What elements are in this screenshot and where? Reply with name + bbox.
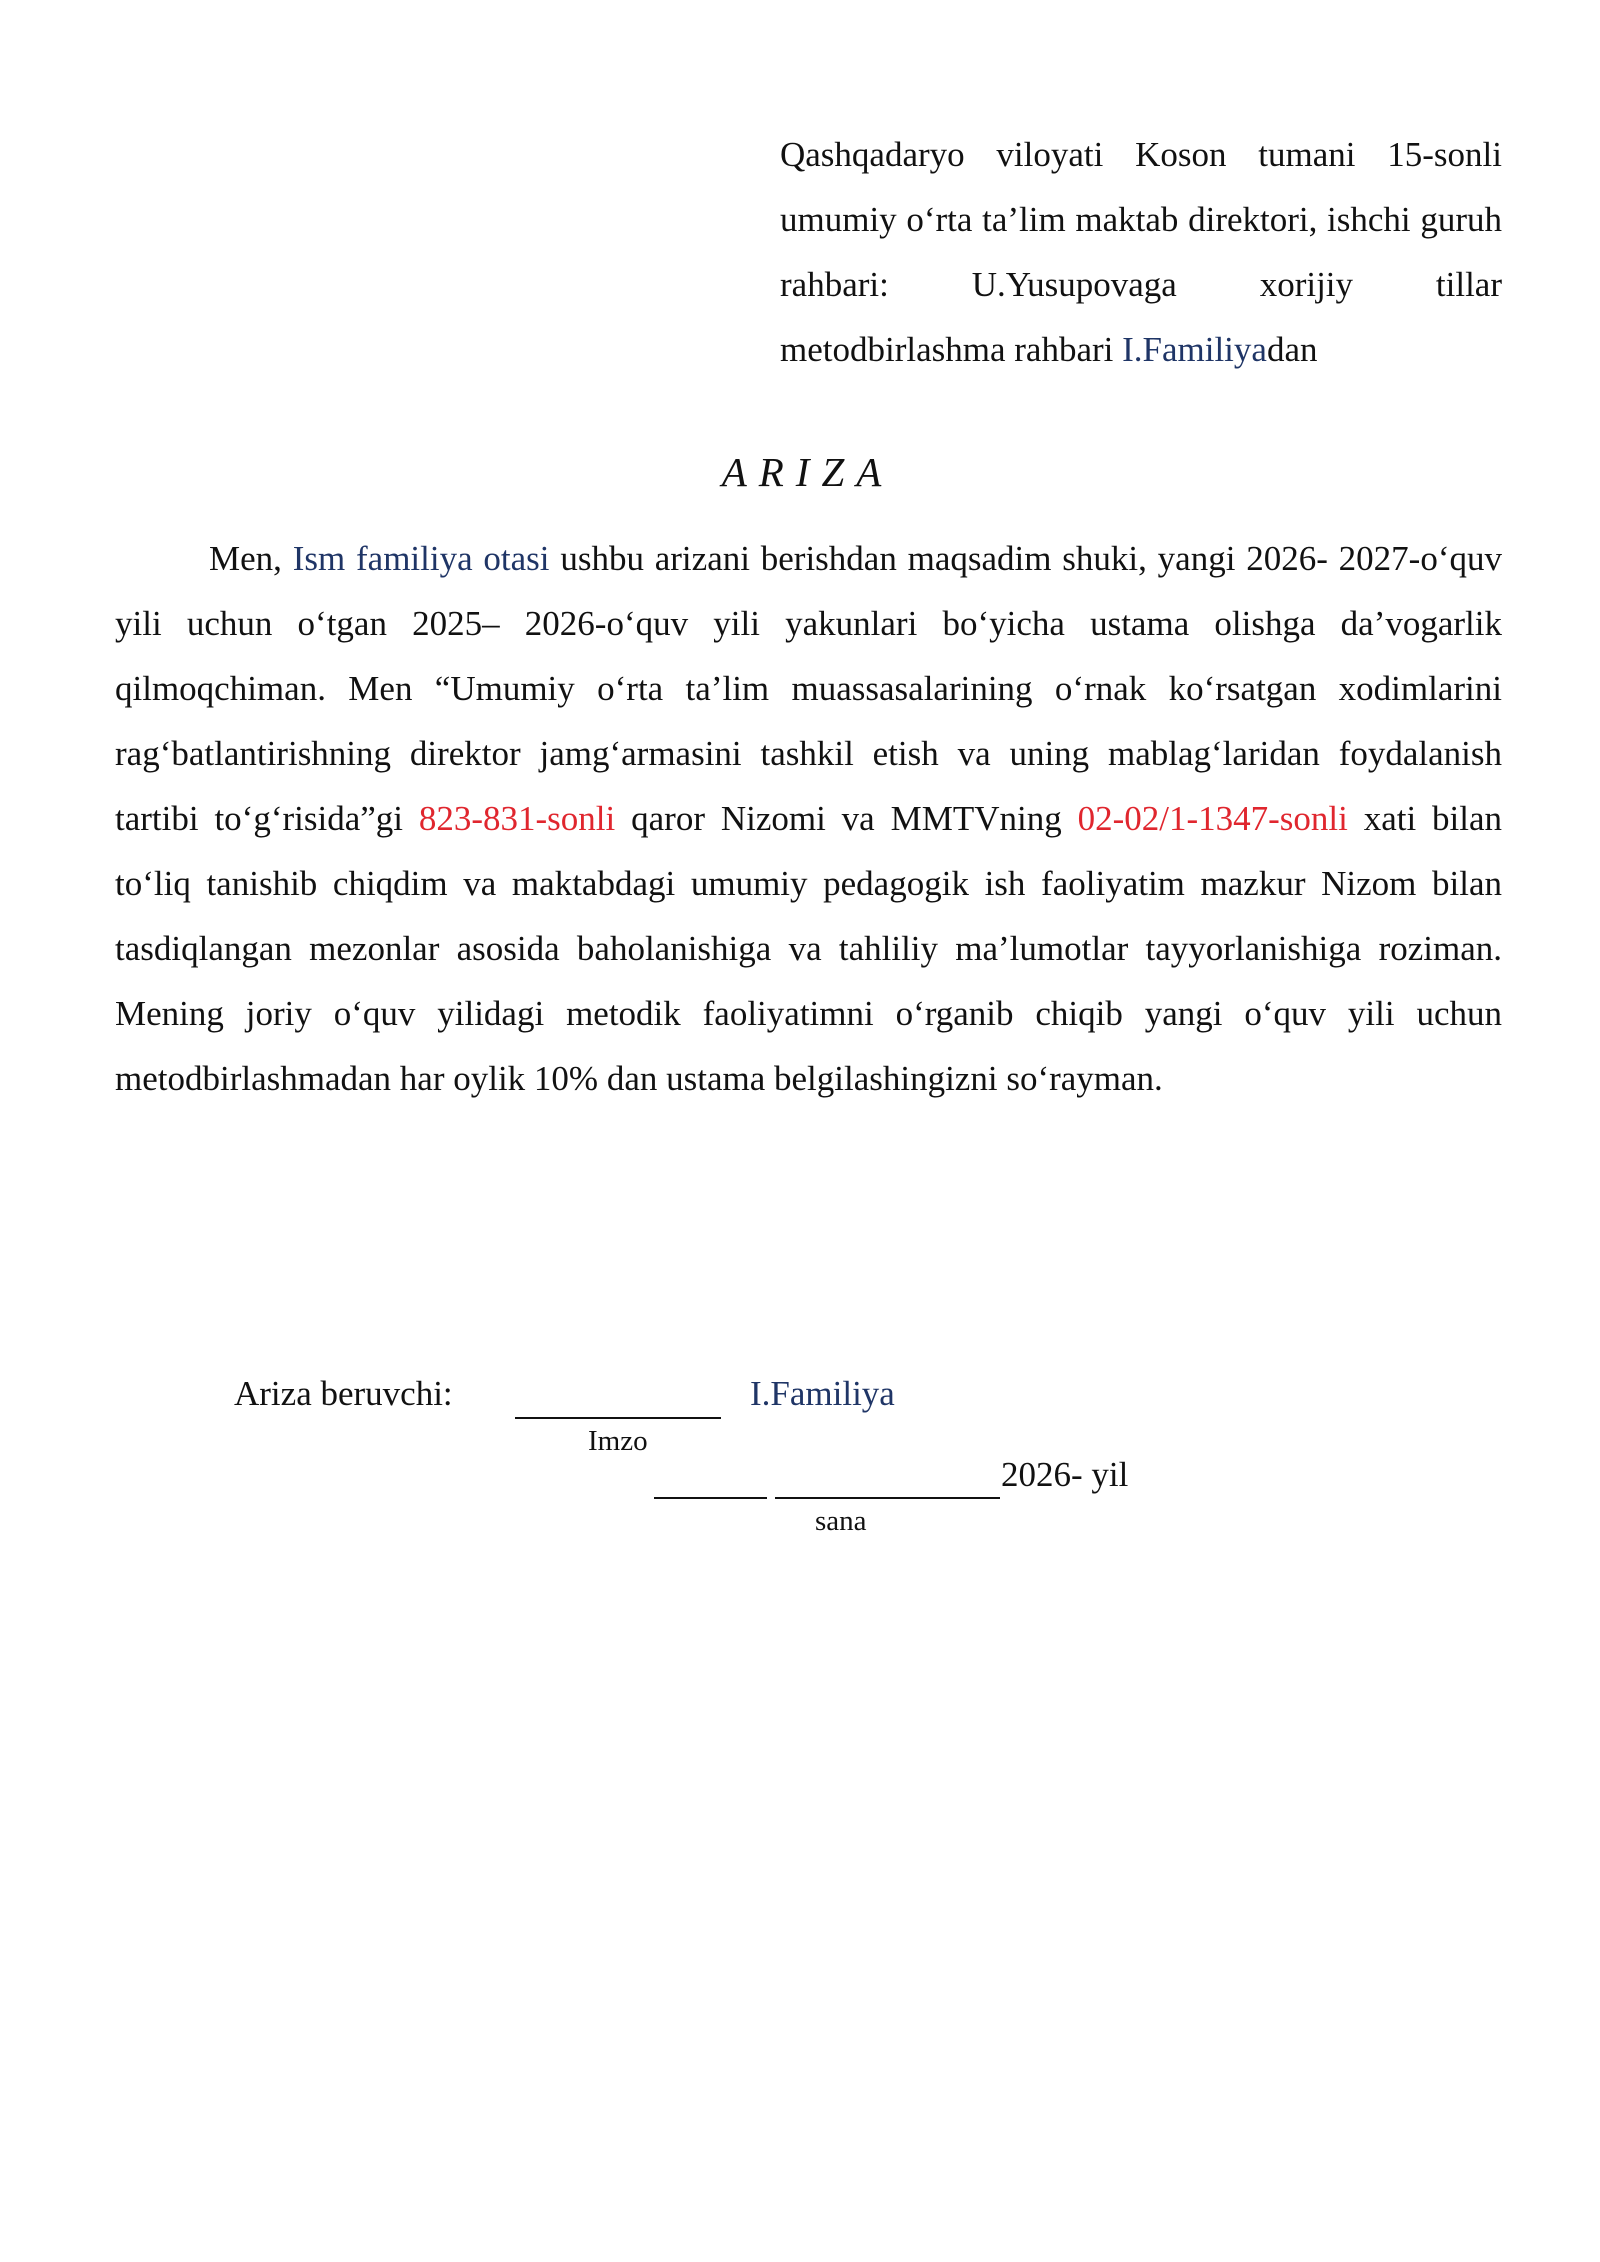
signature-caption: Imzo	[588, 1425, 648, 1457]
body-part-2: qaror Nizomi va MMTVning	[615, 799, 1078, 838]
date-caption: sana	[815, 1505, 867, 1537]
letter-reference: 02-02/1-1347-sonli	[1077, 799, 1348, 838]
decree-reference: 823-831-sonli	[418, 799, 616, 838]
addressee-block	[780, 122, 1502, 382]
body-intro: Men,	[209, 539, 293, 578]
date-year: 2026- yil	[1001, 1455, 1129, 1494]
addressee-sender-name: I.Familiya	[1122, 330, 1267, 369]
date-day-line	[654, 1497, 767, 1499]
addressee-text: Qashqadaryo viloyati Koson tumani 15-sonli umumiy o‘rta ta’lim maktab direktori, ishchi guruh rahbari: U.Yusupovaga xorijiy tillar metodbirlashma rahbari	[780, 135, 1502, 369]
body-part-1: ushbu arizani berishdan maqsadim shuki, yangi 2026- 2027-o‘quv yili uchun o‘tgan 2025– 2026-o‘quv yili yakunlari bo‘yicha ustama olishga da’vogarlik qilmoqchiman. Men “Umumiy o‘rta ta’lim muassasalarining o‘rnak ko‘rsatgan xodimlarini rag‘batlantirishning direktor jamg‘armasini tashkil etish va uning mablag‘laridan foydalanish tartibi to‘g‘risida”gi	[115, 539, 1502, 838]
body-part-3: xati bilan to‘liq tanishib chiqdim va maktabdagi umumiy pedagogik ish faoliyatim mazkur Nizom bilan tasdiqlangan mezonlar asosida baholanishiga va tahliliy ma’lumotlar tayyorlanishiga roziman. Mening joriy o‘quv yilidagi metodik faoliyatimni o‘rganib chiqib yangi o‘quv yili uchun metodbirlashmadan har oylik 10% dan ustama belgilashingizni so‘rayman.	[115, 799, 1503, 1098]
applicant-signature-name: I.Familiya	[750, 1374, 895, 1413]
signature-line	[515, 1417, 721, 1419]
document-title: ARIZA	[721, 449, 894, 495]
addressee-suffix: dan	[1266, 330, 1318, 369]
applicant-name-placeholder: Ism familiya otasi	[292, 539, 550, 578]
applicant-label: Ariza beruvchi:	[234, 1374, 453, 1413]
application-body	[115, 526, 1502, 1111]
date-month-line	[775, 1497, 1000, 1499]
